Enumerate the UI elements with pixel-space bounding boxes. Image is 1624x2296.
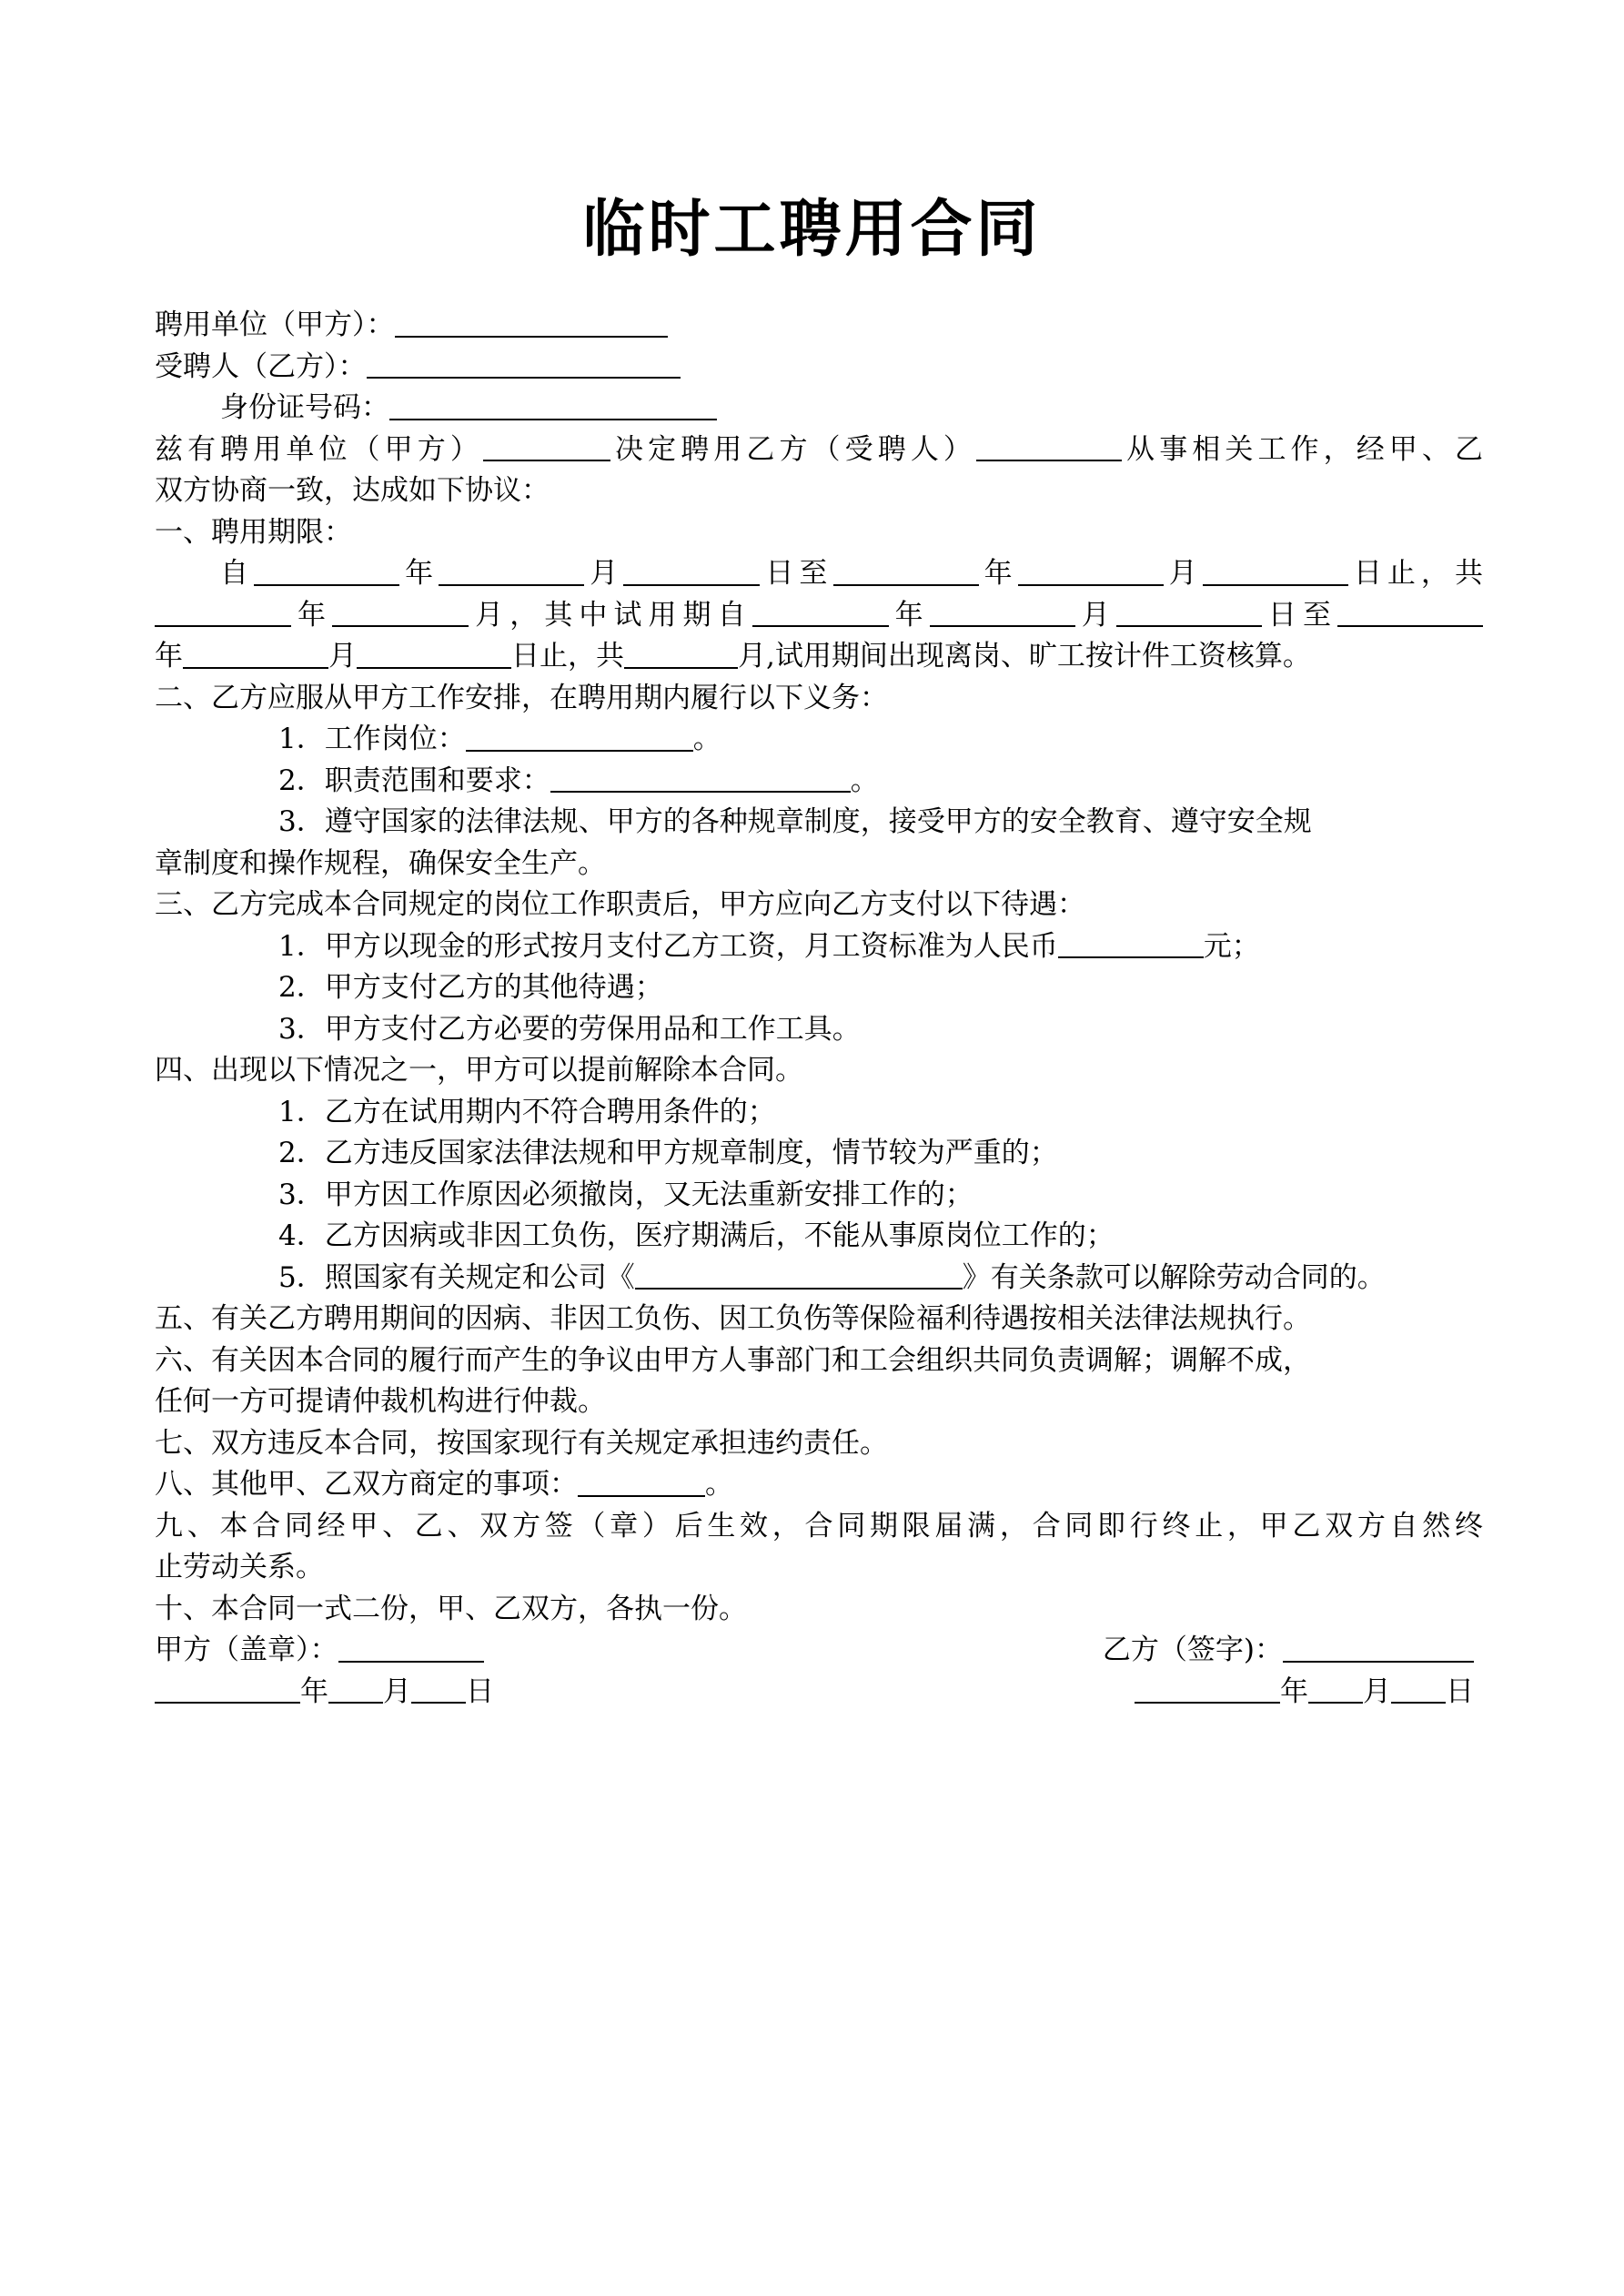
- duty-scope-blank[interactable]: [550, 763, 851, 793]
- trial-total-month-blank[interactable]: [624, 639, 738, 669]
- employer-line: 聘用单位（甲方）：: [155, 305, 1483, 347]
- page-title: 临时工聘用合同: [582, 194, 1042, 266]
- termination-item-5: 5．照国家有关规定和公司《 》有关条款可以解除劳动合同的。: [278, 1260, 1386, 1294]
- party-b-signature: 乙方（签字)：: [1103, 1630, 1483, 1672]
- signature-date-row: [155, 1672, 1483, 1714]
- party-b-sign-blank[interactable]: [1283, 1633, 1474, 1663]
- trial-start-month-blank[interactable]: [930, 597, 1075, 627]
- employer-blank[interactable]: [395, 308, 668, 338]
- duty-item-3-cont: 章制度和操作规程，确保安全生产。: [155, 846, 606, 880]
- other-matters-blank[interactable]: [578, 1467, 705, 1497]
- party-a-signature: 甲方（盖章）：: [155, 1630, 484, 1672]
- start-year-blank[interactable]: [254, 556, 399, 586]
- section-9: 九、本合同经甲、乙、双方签（章）后生效，合同期限届满，合同即行终止，甲乙双方自然终: [155, 1509, 1483, 1542]
- section-8: 八、其他甲、乙双方商定的事项： 。: [155, 1468, 733, 1501]
- total-year-blank[interactable]: [155, 597, 291, 627]
- id-number-line: 身份证号码：: [155, 388, 1483, 430]
- termination-item-2: 2．乙方违反国家法律法规和甲方规章制度，情节较为严重的；: [278, 1137, 1058, 1169]
- company-rule-blank[interactable]: [635, 1259, 963, 1290]
- intro-line: 兹有聘用单位（甲方） 决定聘用乙方（受聘人） 从事相关工作，经甲、乙: [155, 432, 1484, 466]
- employee-line: 受聘人（乙方）：: [155, 347, 1483, 389]
- party-b-date: 年 月 日: [1135, 1672, 1483, 1714]
- benefit-item-3: 3．甲方支付乙方必要的劳保用品和工作工具。: [278, 1012, 861, 1046]
- start-month-blank[interactable]: [439, 556, 584, 586]
- trial-end-day-blank[interactable]: [357, 639, 511, 669]
- section-2-heading: 二、乙方应服从甲方工作安排，在聘用期内履行以下义务：: [155, 681, 888, 714]
- party-b-year-blank[interactable]: [1135, 1674, 1280, 1704]
- section-6-cont: 任何一方可提请仲裁机构进行仲裁。: [155, 1385, 606, 1418]
- term-line-1: 自 年 月 日至 年 月 日止，共: [220, 557, 1483, 590]
- term-line-3: 年 月 日止，共 月,试用期间出现离岗、旷工按计件工资核算。: [155, 640, 1311, 673]
- party-a-seal-blank[interactable]: [338, 1633, 484, 1663]
- benefit-item-1: 1．甲方以现金的形式按月支付乙方工资，月工资标准为人民币 元；: [278, 929, 1260, 963]
- salary-blank[interactable]: [1058, 928, 1204, 958]
- intro-employee-blank[interactable]: [976, 431, 1122, 461]
- total-month-blank[interactable]: [332, 597, 469, 627]
- section-4-heading: 四、出现以下情况之一，甲方可以提前解除本合同。: [155, 1054, 803, 1087]
- section-1-heading: 一、聘用期限：: [155, 515, 352, 549]
- section-10: 十、本合同一式二份，甲、乙双方，各执一份。: [155, 1592, 747, 1625]
- section-6: 六、有关因本合同的履行而产生的争议由甲方人事部门和工会组织共同负责调解；调解不成，: [155, 1343, 1311, 1377]
- section-9-cont: 止劳动关系。: [155, 1551, 324, 1583]
- party-a-date: 年 月 日: [155, 1672, 494, 1714]
- termination-item-1: 1．乙方在试用期内不符合聘用条件的；: [278, 1095, 776, 1128]
- trial-start-day-blank[interactable]: [1116, 597, 1262, 627]
- trial-end-year-blank[interactable]: [1337, 597, 1483, 627]
- start-day-blank[interactable]: [623, 556, 760, 586]
- duty-item-3: 3．遵守国家的法律法规、甲方的各种规章制度，接受甲方的安全教育、遵守安全规: [278, 805, 1312, 838]
- termination-item-3: 3．甲方因工作原因必须撤岗，又无法重新安排工作的；: [278, 1178, 973, 1211]
- term-line-2: 年 月，其中试用期自 年 月 日至: [155, 595, 1483, 637]
- party-a-year-blank[interactable]: [155, 1674, 300, 1704]
- party-b-day-blank[interactable]: [1391, 1674, 1446, 1704]
- party-b-month-blank[interactable]: [1308, 1674, 1363, 1704]
- party-a-day-blank[interactable]: [411, 1674, 466, 1704]
- section-5: 五、有关乙方聘用期间的因病、非因工负伤、因工负伤等保险福利待遇按相关法律法规执行。: [155, 1302, 1311, 1335]
- signature-row: [155, 1630, 1483, 1672]
- section-3-heading: 三、乙方完成本合同规定的岗位工作职责后，甲方应向乙方支付以下待遇：: [155, 888, 1085, 921]
- trial-end-month-blank[interactable]: [183, 639, 328, 669]
- end-day-blank[interactable]: [1203, 556, 1348, 586]
- benefit-item-2: 2．甲方支付乙方的其他待遇；: [278, 971, 663, 1004]
- party-a-month-blank[interactable]: [328, 1674, 383, 1704]
- termination-item-4: 4．乙方因病或非因工负伤，医疗期满后，不能从事原岗位工作的；: [278, 1219, 1115, 1252]
- intro-line-2: 双方协商一致，达成如下协议：: [155, 474, 550, 507]
- duty-item-2: 2．职责范围和要求： 。: [278, 764, 879, 797]
- contract-body: [155, 305, 1483, 1713]
- duty-item-1: 1．工作岗位： 。: [278, 723, 721, 755]
- end-year-blank[interactable]: [833, 556, 979, 586]
- end-month-blank[interactable]: [1018, 556, 1164, 586]
- employee-blank[interactable]: [367, 349, 681, 379]
- section-7: 七、双方违反本合同，按国家现行有关规定承担违约责任。: [155, 1426, 888, 1460]
- trial-start-year-blank[interactable]: [752, 597, 889, 627]
- intro-employer-blank[interactable]: [483, 431, 610, 461]
- position-blank[interactable]: [466, 722, 693, 752]
- id-number-blank[interactable]: [389, 390, 717, 420]
